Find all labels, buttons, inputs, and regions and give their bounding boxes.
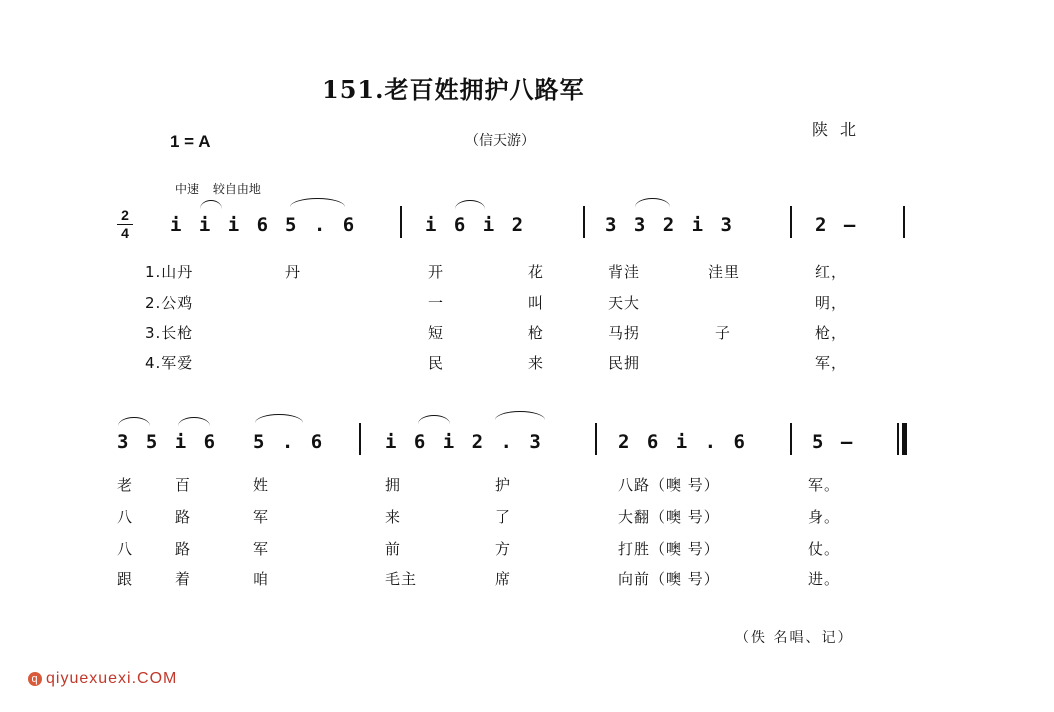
lyric: 丹 xyxy=(285,263,302,281)
barline xyxy=(595,423,597,455)
lyric: 老 xyxy=(117,476,134,494)
song-title: 151.老百姓拥护八路军 xyxy=(322,75,585,104)
lyric: 短 xyxy=(428,324,445,342)
lyric: 拥 xyxy=(385,476,402,494)
lyric: 进。 xyxy=(808,570,841,588)
lyric: 毛主 xyxy=(385,570,418,588)
lyric: 咱 xyxy=(253,570,270,588)
lyric: 洼里 xyxy=(708,263,741,281)
final-barline xyxy=(902,423,907,455)
barline xyxy=(359,423,361,455)
key-signature: 1 = A xyxy=(170,132,211,151)
lyric: 路 xyxy=(175,508,192,526)
slur xyxy=(178,417,210,426)
measure-2: i 6 i 2 xyxy=(425,214,527,236)
lyric: 军， xyxy=(815,354,848,372)
lyric: 向前（噢 号） xyxy=(618,570,720,588)
lyric: 八路（噢 号） xyxy=(618,476,720,494)
measure-7: 2 6 i . 6 xyxy=(618,431,748,453)
lyric: 百 xyxy=(175,476,192,494)
lyric: 子 xyxy=(715,324,732,342)
barline xyxy=(903,206,905,238)
lyric: 席 xyxy=(495,570,512,588)
lyric: 路 xyxy=(175,540,192,558)
lyric: 仗。 xyxy=(808,540,841,558)
slur xyxy=(495,411,545,420)
measure-6: i 6 i 2 . 3 xyxy=(385,431,544,453)
lyric: 军。 xyxy=(808,476,841,494)
lyric: 叫 xyxy=(528,294,545,312)
lyric: 红， xyxy=(815,263,848,281)
slur xyxy=(418,415,450,424)
lyric: 方 xyxy=(495,540,512,558)
region-label: 陕北 xyxy=(812,120,869,139)
lyric: 着 xyxy=(175,570,192,588)
lyric: 护 xyxy=(495,476,512,494)
lyric: 身。 xyxy=(808,508,841,526)
lyric: 来 xyxy=(385,508,402,526)
lyric: 2.公鸡 xyxy=(145,294,194,312)
lyric: 1.山丹 xyxy=(145,263,194,281)
lyric: 天大 xyxy=(608,294,641,312)
lyric: 民 xyxy=(428,354,445,372)
lyric: 打胜（噢 号） xyxy=(618,540,720,558)
slur xyxy=(635,198,670,207)
barline xyxy=(790,423,792,455)
measure-1b: 5 . 6 xyxy=(285,214,358,236)
tempo-marking: 中速 较自由地 xyxy=(175,182,261,196)
measure-5b: 5 . 6 xyxy=(253,431,326,453)
lyric: 八 xyxy=(117,508,134,526)
lyric: 前 xyxy=(385,540,402,558)
lyric: 一 xyxy=(428,294,445,312)
watermark-text: qiyuexuexi.COM xyxy=(46,670,178,687)
slur xyxy=(200,200,222,209)
lyric: 明， xyxy=(815,294,848,312)
lyric: 3.长枪 xyxy=(145,324,194,342)
lyric: 姓 xyxy=(253,476,270,494)
measure-1a: i i i 6 xyxy=(170,214,272,236)
barline xyxy=(583,206,585,238)
lyric: 枪， xyxy=(815,324,848,342)
meter-bottom: 4 xyxy=(121,225,129,241)
lyric: 军 xyxy=(253,540,270,558)
site-watermark[interactable] xyxy=(28,670,177,688)
lyric: 军 xyxy=(253,508,270,526)
lyric: 4.军爱 xyxy=(145,354,194,372)
barline xyxy=(400,206,402,238)
measure-4: 2 – xyxy=(815,214,859,236)
barline xyxy=(897,423,899,455)
slur xyxy=(290,198,345,207)
lyric: 跟 xyxy=(117,570,134,588)
lyric: 了 xyxy=(495,508,512,526)
credit-line: （佚 名唱、记） xyxy=(735,630,854,646)
lyric: 八 xyxy=(117,540,134,558)
measure-8: 5 – xyxy=(812,431,856,453)
time-signature xyxy=(117,208,133,241)
measure-5a: 3 5 i 6 xyxy=(117,431,219,453)
q-logo-icon: q xyxy=(28,672,42,686)
lyric: 背洼 xyxy=(608,263,641,281)
lyric: 枪 xyxy=(528,324,545,342)
lyric: 花 xyxy=(528,263,545,281)
subtitle: （信天游） xyxy=(465,133,535,149)
lyric: 马拐 xyxy=(608,324,641,342)
slur xyxy=(118,417,150,426)
slur xyxy=(255,414,303,423)
meter-top: 2 xyxy=(121,207,129,223)
lyric: 开 xyxy=(428,263,445,281)
barline xyxy=(790,206,792,238)
lyric: 民拥 xyxy=(608,354,641,372)
lyric: 大翻（噢 号） xyxy=(618,508,720,526)
measure-3: 3 3 2 i 3 xyxy=(605,214,735,236)
lyric: 来 xyxy=(528,354,545,372)
slur xyxy=(455,200,485,209)
